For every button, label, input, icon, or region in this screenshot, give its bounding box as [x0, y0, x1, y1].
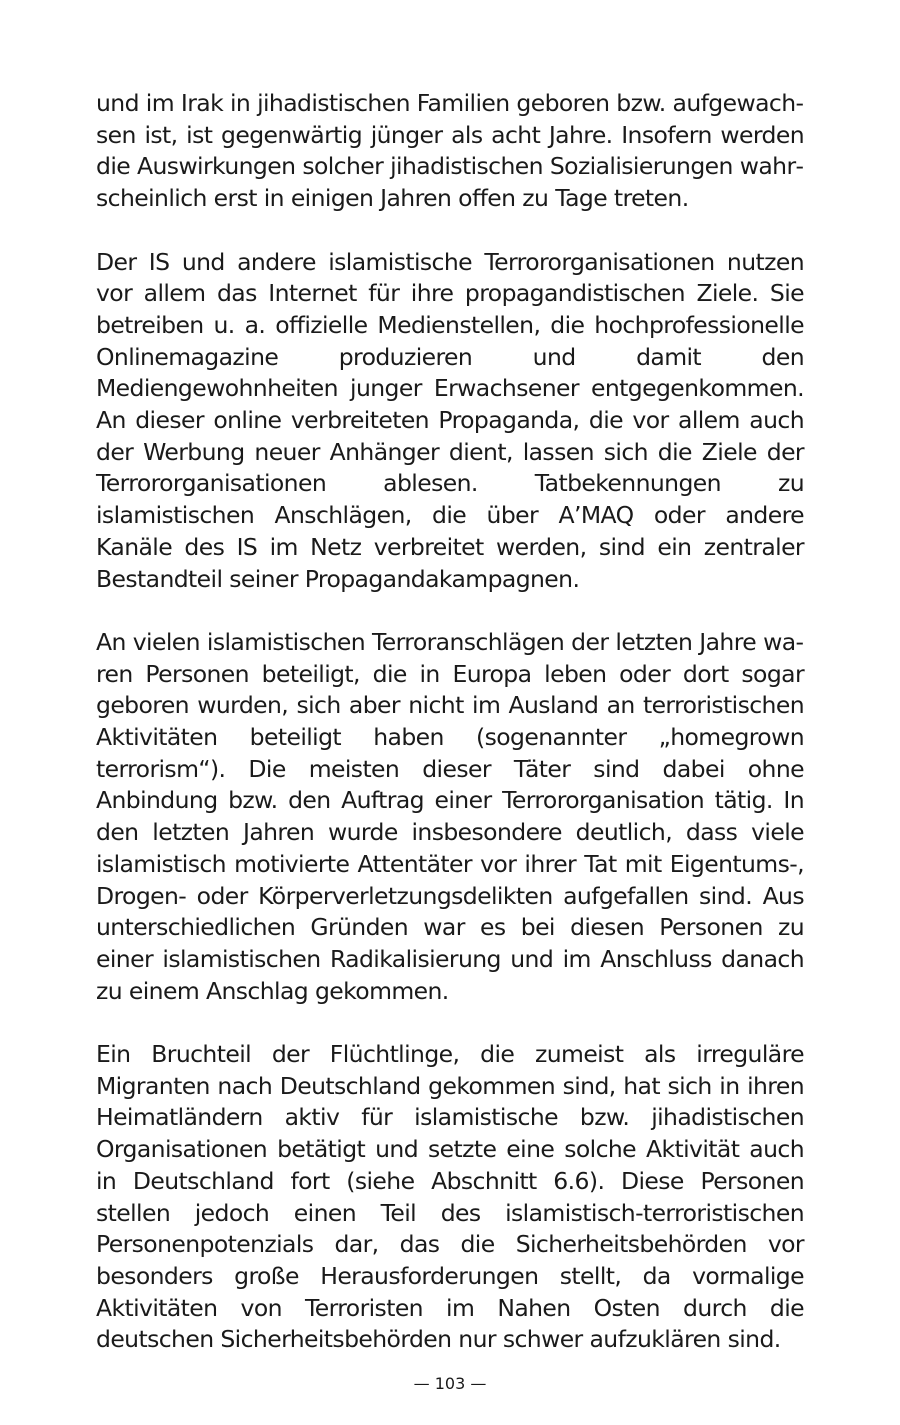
paragraph-3: An vielen islamistischen Terroranschlägen der letzten Jahre waren Personen beteiligt, die in Europa leben oder dort sogar geboren wurden, sich aber nicht im Ausland an terroristischen Aktivitäten beteiligt haben (sogenannter „homegrown terrorism“). Die meisten dieser Täter sind dabei ohne Anbindung bzw. den Auftrag einer Terrororganisation tätig. In den letzten Jahren wurde insbesondere deutlich, dass viele islamistisch motivierte Attentäter vor ihrer Tat mit Eigentums-, Drogen- oder Körperverletzungsdelikten aufgefallen sind. Aus unterschiedlichen Gründen war es bei diesen Personen zu einer islamistischen Radikalisierung und im Anschluss danach zu einem Anschlag gekommen. — [96, 627, 804, 1005]
paragraph-1: und im Irak in jihadistischen Familien geboren bzw. aufgewachsen ist, ist gegenwärtig jünger als acht Jahre. Insofern werden die Auswirkungen solcher jihadistischen Sozialisierungen wahrscheinlich erst in einigen Jahren offen zu Tage treten. — [96, 89, 804, 213]
paragraph-2: Der IS und andere islamistische Terrororganisationen nutzen vor allem das Internet für ihre propagandistischen Ziele. Sie betreiben u. a. offizielle Medienstellen, die hochprofessionelle Onlinemagazine produzieren und damit den Mediengewohnheiten junger Erwachsener entgegenkommen. An dieser online verbreiteten Propaganda, die vor allem auch der Werbung neuer Anhänger dient, lassen sich die Ziele der Terrororganisationen ablesen. Tatbekennungen zu islamistischen Anschlägen, die über A’MAQ oder andere Kanäle des IS im Netz verbreitet werden, sind ein zentraler Bestandteil seiner Propagandakampagnen. — [96, 247, 804, 593]
page-number: — 103 — — [413, 1374, 487, 1393]
body-text — [96, 88, 804, 1356]
paragraph-4: Ein Bruchteil der Flüchtlinge, die zumeist als irreguläre Migranten nach Deutschland gekommen sind, hat sich in ihren Heimatländern aktiv für islamistische bzw. jihadistischen Organisationen betätigt und setzte eine solche Aktivität auch in Deutschland fort (siehe Abschnitt 6.6). Diese Personen stellen jedoch einen Teil des islamistisch-terroristischen Personenpotenzials dar, das die Sicherheitsbehörden vor besonders große Herausforderungen stellt, da vormalige Aktivitäten von Terroristen im Nahen Osten durch die deutschen Sicherheitsbehörden nur schwer aufzuklären sind. — [96, 1040, 804, 1354]
